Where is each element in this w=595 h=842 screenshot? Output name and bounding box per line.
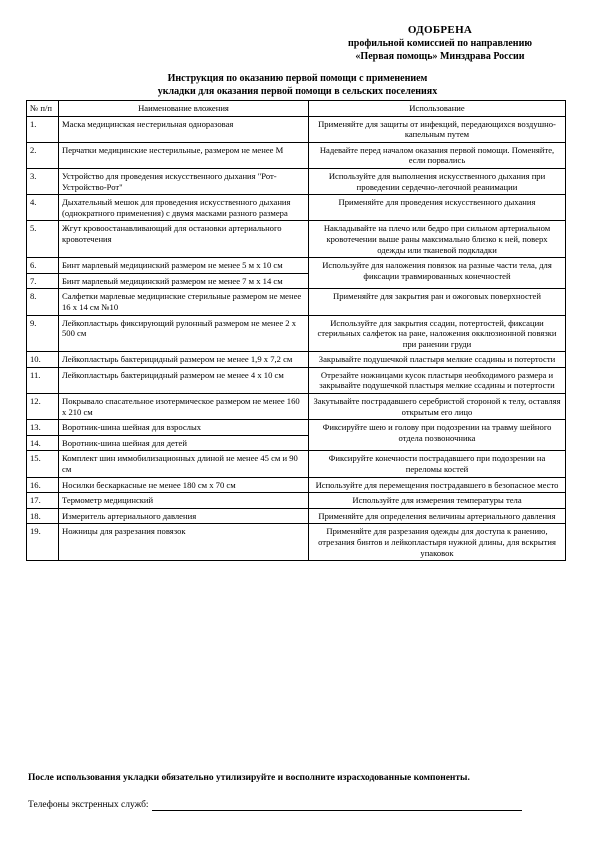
title-line-2: укладки для оказания первой помощи в сельских поселениях [157, 86, 438, 97]
table-row [27, 477, 566, 493]
item-name: Измеритель артериального давления [59, 508, 309, 524]
item-usage: Применяйте для разрезания одежды для доступа к ранению, отрезания бинтов и лейкопластыря нужной длины, для вскрытия упаковок [309, 524, 566, 561]
table-row [27, 195, 566, 221]
item-name: Устройство для проведения искусственного дыхания "Рот-Устройство-Рот" [59, 168, 309, 194]
row-number: 13. [27, 420, 59, 436]
row-number: 18. [27, 508, 59, 524]
row-number: 9. [27, 315, 59, 352]
document-title [60, 72, 535, 98]
row-number: 8. [27, 289, 59, 315]
item-usage: Используйте для перемещения пострадавшего в безопасное место [309, 477, 566, 493]
item-usage: Применяйте для закрытия ран и ожоговых поверхностей [309, 289, 566, 315]
item-usage: Накладывайте на плечо или бедро при сильном артериальном кровотечении выше раны максимально близко к ней, поверх одежды или тканевой подкладки [309, 221, 566, 258]
item-usage: Применяйте для защиты от инфекций, передающихся воздушно-капельным путем [309, 116, 566, 142]
table-row [27, 116, 566, 142]
row-number: 10. [27, 352, 59, 368]
item-name: Комплект шин иммобилизационных длиной не менее 45 см и 90 см [59, 451, 309, 477]
table-row [27, 394, 566, 420]
emergency-phones-label: Телефоны экстренных служб: [28, 800, 149, 810]
table-row [27, 420, 566, 436]
approval-body-1: профильной комиссией по направлению [348, 38, 532, 49]
item-usage: Отрезайте ножницами кусок пластыря необходимого размера и закрывайте подушечкой пластыря мелкие ссадины и потертости [309, 367, 566, 393]
item-name: Ножницы для разрезания повязок [59, 524, 309, 561]
header-name: Наименование вложения [59, 101, 309, 117]
row-number: 2. [27, 142, 59, 168]
emergency-phones-blank-line [152, 800, 522, 811]
row-number: 7. [27, 273, 59, 289]
table-row [27, 142, 566, 168]
item-name: Лейкопластырь бактерицидный размером не менее 1,9 х 7,2 см [59, 352, 309, 368]
row-number: 5. [27, 221, 59, 258]
approval-body-2: «Первая помощь» Минздрава России [355, 51, 525, 62]
row-number: 1. [27, 116, 59, 142]
row-number: 16. [27, 477, 59, 493]
table-row [27, 493, 566, 509]
row-number: 14. [27, 435, 59, 451]
header-number: № п/п [27, 101, 59, 117]
emergency-phones [28, 799, 568, 811]
table-row [27, 508, 566, 524]
table-row [27, 289, 566, 315]
title-line-1: Инструкция по оказанию первой помощи с применением [167, 73, 428, 84]
row-number: 19. [27, 524, 59, 561]
header-usage: Использование [309, 101, 566, 117]
item-usage: Закрывайте подушечкой пластыря мелкие ссадины и потертости [309, 352, 566, 368]
row-number: 6. [27, 258, 59, 274]
item-name: Жгут кровоостанавливающий для остановки артериального кровотечения [59, 221, 309, 258]
table-row [27, 221, 566, 258]
item-usage: Надевайте перед началом оказания первой помощи. Поменяйте, если порвались [309, 142, 566, 168]
row-number: 12. [27, 394, 59, 420]
item-name: Бинт марлевый медицинский размером не менее 5 м х 10 см [59, 258, 309, 274]
kit-items-table [26, 100, 566, 561]
item-usage: Закутывайте пострадавшего серебристой стороной к телу, оставляя открытым его лицо [309, 394, 566, 420]
item-usage: Используйте для выполнения искусственного дыхания при проведении сердечно-легочной реанимации [309, 168, 566, 194]
table-row [27, 168, 566, 194]
item-usage: Фиксируйте шею и голову при подозрении на травму шейного отдела позвоночника [309, 420, 566, 451]
approval-heading: ОДОБРЕНА [407, 24, 473, 36]
disposal-note: После использования укладки обязательно утилизируйте и восполните израсходованные компоненты. [28, 773, 470, 783]
row-number: 4. [27, 195, 59, 221]
item-name: Перчатки медицинские нестерильные, размером не менее М [59, 142, 309, 168]
item-name: Воротник-шина шейная для взрослых [59, 420, 309, 436]
approval-stamp [300, 24, 580, 63]
item-name: Дыхательный мешок для проведения искусственного дыхания (однократного применения) с двумя масками разного размера [59, 195, 309, 221]
item-name: Лейкопластырь фиксирующий рулонный размером не менее 2 х 500 см [59, 315, 309, 352]
table-row [27, 451, 566, 477]
item-name: Бинт марлевый медицинский размером не менее 7 м х 14 см [59, 273, 309, 289]
item-usage: Применяйте для проведения искусственного дыхания [309, 195, 566, 221]
item-usage: Используйте для измерения температуры тела [309, 493, 566, 509]
item-name: Воротник-шина шейная для детей [59, 435, 309, 451]
table-row [27, 258, 566, 274]
item-name: Салфетки марлевые медицинские стерильные размером не менее 16 х 14 см №10 [59, 289, 309, 315]
item-usage: Фиксируйте конечности пострадавшего при подозрении на переломы костей [309, 451, 566, 477]
table-header-row [27, 101, 566, 117]
table-row [27, 367, 566, 393]
item-name: Носилки бескаркасные не менее 180 см х 70 см [59, 477, 309, 493]
item-usage: Используйте для закрытия ссадин, потертостей, фиксации стерильных салфеток на ране, наложения окклюзионной повязки при ранении груди [309, 315, 566, 352]
row-number: 11. [27, 367, 59, 393]
row-number: 3. [27, 168, 59, 194]
item-name: Термометр медицинский [59, 493, 309, 509]
table-row [27, 524, 566, 561]
item-name: Маска медицинская нестерильная одноразовая [59, 116, 309, 142]
item-usage: Применяйте для определения величины артериального давления [309, 508, 566, 524]
item-name: Покрывало спасательное изотермическое размером не менее 160 х 210 см [59, 394, 309, 420]
item-usage: Используйте для наложения повязок на разные части тела, для фиксации травмированных конечностей [309, 258, 566, 289]
row-number: 15. [27, 451, 59, 477]
row-number: 17. [27, 493, 59, 509]
item-name: Лейкопластырь бактерицидный размером не менее 4 х 10 см [59, 367, 309, 393]
table-row [27, 352, 566, 368]
table-row [27, 315, 566, 352]
